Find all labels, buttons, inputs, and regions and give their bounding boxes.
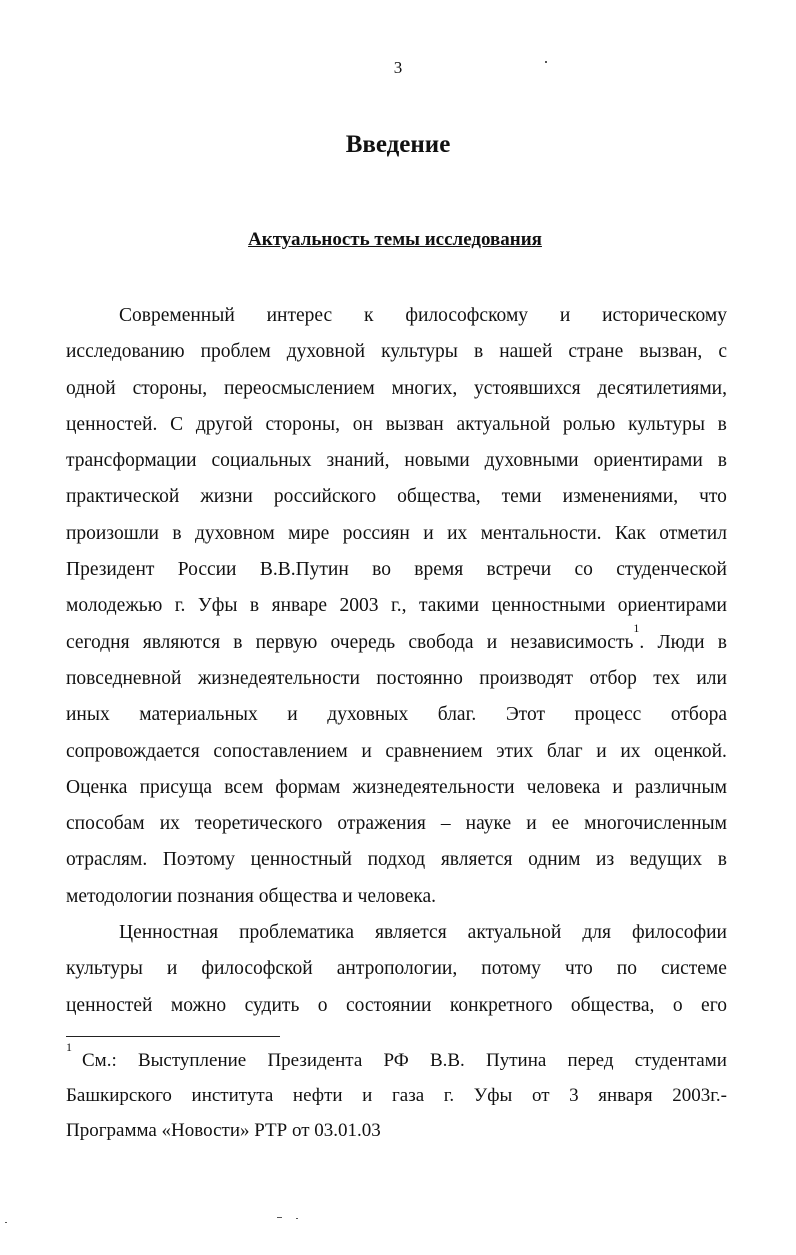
word: В.В. (429, 1050, 465, 1071)
word: культуры (66, 958, 143, 980)
word: независимость (510, 631, 634, 653)
word: теми (501, 486, 542, 508)
word: или (696, 667, 727, 689)
word: и (362, 1085, 373, 1106)
text-line (66, 407, 727, 443)
word: повседневной (66, 667, 182, 689)
word: тех (653, 667, 680, 689)
word: можно (170, 994, 227, 1016)
word: о (672, 994, 683, 1016)
word: В.В.Путин (259, 559, 349, 581)
word: сопоставлением (213, 740, 348, 762)
word: материальных (139, 704, 258, 726)
word: что (564, 958, 593, 980)
word: и (287, 704, 298, 726)
word: теоретического (194, 813, 323, 835)
word: благ (546, 740, 583, 762)
word: и (361, 740, 372, 762)
word: в (717, 413, 727, 435)
word: знаний, (326, 450, 390, 472)
word: актуальной (467, 922, 562, 944)
word: он (352, 413, 373, 435)
word: человека (526, 776, 601, 798)
word: См.: (82, 1050, 117, 1071)
word: отраслям. (66, 849, 148, 871)
text-line (66, 443, 727, 479)
word: присуща (139, 776, 213, 798)
word: ценностей. (66, 413, 158, 435)
word: проблем (200, 341, 271, 363)
word: ориентирами (617, 595, 727, 617)
word: Люди (657, 631, 705, 653)
text-line (66, 951, 727, 987)
word: состоянии (346, 994, 432, 1016)
word: всем (224, 776, 264, 798)
word: сопровождается (66, 740, 200, 762)
word: из (596, 849, 615, 871)
word: с (718, 341, 727, 363)
word: является (440, 849, 513, 871)
word: Президента (267, 1050, 363, 1071)
section-heading-text: Актуальность темы исследования (248, 229, 542, 250)
word: нефти (292, 1085, 343, 1106)
word: десятилетиями, (597, 377, 727, 399)
word: С (170, 413, 184, 435)
word: жизнедеятельности (197, 667, 360, 689)
word: РФ (383, 1050, 409, 1071)
word: газа (391, 1085, 425, 1106)
word: Как (614, 522, 646, 544)
word: нашей (499, 341, 553, 363)
word: переосмыслением (224, 377, 375, 399)
word: этих (496, 740, 534, 762)
text-line (66, 552, 727, 588)
word: во (372, 559, 391, 581)
word: оценкой. (654, 740, 727, 762)
footnote-reference[interactable]: 1 (633, 621, 640, 636)
word: о (317, 994, 328, 1016)
word: другой (195, 413, 253, 435)
word: перед (567, 1050, 614, 1071)
footnote-lead (66, 1039, 117, 1078)
word: их (447, 522, 468, 544)
word: ценностный (250, 849, 352, 871)
word: науке (465, 813, 512, 835)
word: – (440, 813, 451, 835)
text-line (66, 806, 727, 842)
word: процесс (574, 704, 642, 726)
word: новыми (404, 450, 470, 472)
word: 3 (569, 1085, 579, 1106)
word: студентами (634, 1050, 727, 1071)
word: от (531, 1085, 550, 1106)
word: системе (661, 958, 727, 980)
word: в (172, 522, 182, 544)
text-line (66, 1113, 727, 1148)
word: общества, (397, 486, 481, 508)
word: одним (528, 849, 581, 871)
word: постоянно (376, 667, 463, 689)
word: исследованию (66, 341, 185, 363)
word: их (159, 813, 180, 835)
word: социальных (211, 450, 312, 472)
word: Уфы (197, 595, 238, 617)
word: россиян (342, 522, 410, 544)
word: в (249, 595, 260, 617)
word: Уфы (473, 1085, 513, 1106)
word: иных (66, 704, 110, 726)
word: ориентирами (593, 450, 703, 472)
word: сегодня (66, 631, 130, 653)
word: январе (271, 595, 328, 617)
word: различным (634, 776, 727, 798)
word: студенческой (616, 559, 727, 581)
word: и (166, 958, 178, 980)
word: интерес (266, 305, 333, 326)
word: отбор (589, 667, 637, 689)
punctuation: . (639, 631, 645, 653)
text-line (66, 879, 727, 915)
text-line (66, 334, 727, 370)
word: и (596, 740, 607, 762)
word: встречи (486, 559, 552, 581)
word: общества, (570, 994, 655, 1016)
word: мире (288, 522, 330, 544)
word: Ценностная (119, 922, 219, 944)
text-line (66, 842, 727, 878)
text-line (66, 770, 727, 806)
word: по (616, 958, 637, 980)
word: Башкирского (66, 1085, 172, 1106)
word: Этот (505, 704, 545, 726)
word: способам (66, 813, 145, 835)
word: духовных (327, 704, 409, 726)
word: их (620, 740, 641, 762)
text-line (66, 1078, 727, 1113)
word: и (486, 631, 498, 653)
word: и (559, 305, 571, 326)
word: конкретного (449, 994, 553, 1016)
word: очередь (330, 631, 396, 653)
text-line (66, 298, 727, 334)
text-line (66, 734, 727, 770)
word: его (701, 994, 727, 1016)
text-line (66, 621, 727, 661)
footnote-separator (66, 1036, 280, 1037)
footnote-marker: 1 (66, 1039, 72, 1054)
word: первую (255, 631, 318, 653)
word: философии (632, 922, 727, 944)
word: производят (479, 667, 574, 689)
word: антропологии, (336, 958, 458, 980)
word: в (717, 450, 727, 472)
body-text (66, 298, 727, 1024)
word: практической (66, 486, 180, 508)
word: 2003г.- (672, 1085, 727, 1106)
word: к (364, 305, 374, 326)
word: потому (481, 958, 541, 980)
text-line (66, 1039, 727, 1078)
text-line (66, 915, 727, 951)
scan-speck (545, 61, 547, 63)
word: стороны, (265, 413, 341, 435)
word: и (423, 522, 434, 544)
word: отражения (337, 813, 426, 835)
word: г., (390, 595, 407, 617)
word: жизни (200, 486, 253, 508)
word: духовными (484, 450, 579, 472)
word: отметил (659, 522, 727, 544)
text-line (66, 661, 727, 697)
word: и (612, 776, 623, 798)
word: 2003 (339, 595, 379, 617)
word: устоявшихся (474, 377, 581, 399)
word: сравнением (385, 740, 483, 762)
word: для (582, 922, 611, 944)
word: многочисленным (584, 813, 727, 835)
word: Путина (486, 1050, 547, 1071)
word: культуры (381, 341, 458, 363)
word: трансформации (66, 450, 197, 472)
word: свобода (408, 631, 474, 653)
word: г. (174, 595, 186, 617)
word: многих, (391, 377, 458, 399)
word: жизнедеятельности (352, 776, 515, 798)
word: Оценка (66, 776, 128, 798)
page-number: 3 (393, 58, 403, 77)
word: является (375, 922, 447, 944)
word: проблематика (239, 922, 354, 944)
word: России (177, 559, 237, 581)
text-line (66, 988, 727, 1024)
word: в (717, 631, 727, 653)
word: актуальной (456, 413, 551, 435)
word: философской (201, 958, 313, 980)
page-title: Введение (345, 131, 451, 158)
word: вызван, (639, 341, 703, 363)
word: такими (418, 595, 480, 617)
word: Выступление (137, 1050, 247, 1071)
section-heading (0, 229, 790, 251)
word: ролью (562, 413, 616, 435)
word: января (598, 1085, 653, 1106)
word: историческому (602, 305, 727, 326)
word: благ. (437, 704, 477, 726)
word: вызван (385, 413, 444, 435)
text-line (66, 697, 727, 733)
scan-speck (296, 1218, 298, 1219)
footnote (66, 1039, 727, 1148)
word: стороны, (132, 377, 208, 399)
word: ментальности. (480, 522, 602, 544)
word: произошли (66, 522, 159, 544)
word: молодежью (66, 595, 163, 617)
text-line (66, 371, 727, 407)
line-text: методологии познания общества и человека. (66, 885, 436, 907)
word: судить (244, 994, 300, 1016)
word: подход (367, 849, 426, 871)
word: Президент (66, 559, 155, 581)
word-with-footnote (510, 621, 645, 661)
line-text: Программа «Новости» РТР от 03.01.03 (66, 1120, 381, 1141)
word: в (233, 631, 243, 653)
text-line (66, 479, 727, 515)
word: Поэтому (162, 849, 236, 871)
word: российского (273, 486, 377, 508)
word: формам (275, 776, 341, 798)
text-line (66, 516, 727, 552)
word: духовной (286, 341, 366, 363)
word: ее (551, 813, 570, 835)
word: в (717, 849, 727, 871)
word: ведущих (629, 849, 703, 871)
word: г. (443, 1085, 455, 1106)
word: стране (568, 341, 624, 363)
text-line (66, 588, 727, 624)
word: со (574, 559, 593, 581)
word: что (699, 486, 727, 508)
word: духовном (194, 522, 275, 544)
scan-speck (277, 1217, 282, 1218)
word: отбора (670, 704, 727, 726)
word: и (526, 813, 537, 835)
word: Современный (119, 305, 235, 326)
word: института (191, 1085, 274, 1106)
word: являются (142, 631, 221, 653)
scan-speck (5, 1222, 7, 1223)
word: ценностными (491, 595, 606, 617)
word: философскому (405, 305, 529, 326)
word: культуры (628, 413, 705, 435)
word: одной (66, 377, 116, 399)
word: в (473, 341, 484, 363)
word: время (414, 559, 464, 581)
word: изменениями, (562, 486, 679, 508)
word: ценностей (66, 994, 153, 1016)
